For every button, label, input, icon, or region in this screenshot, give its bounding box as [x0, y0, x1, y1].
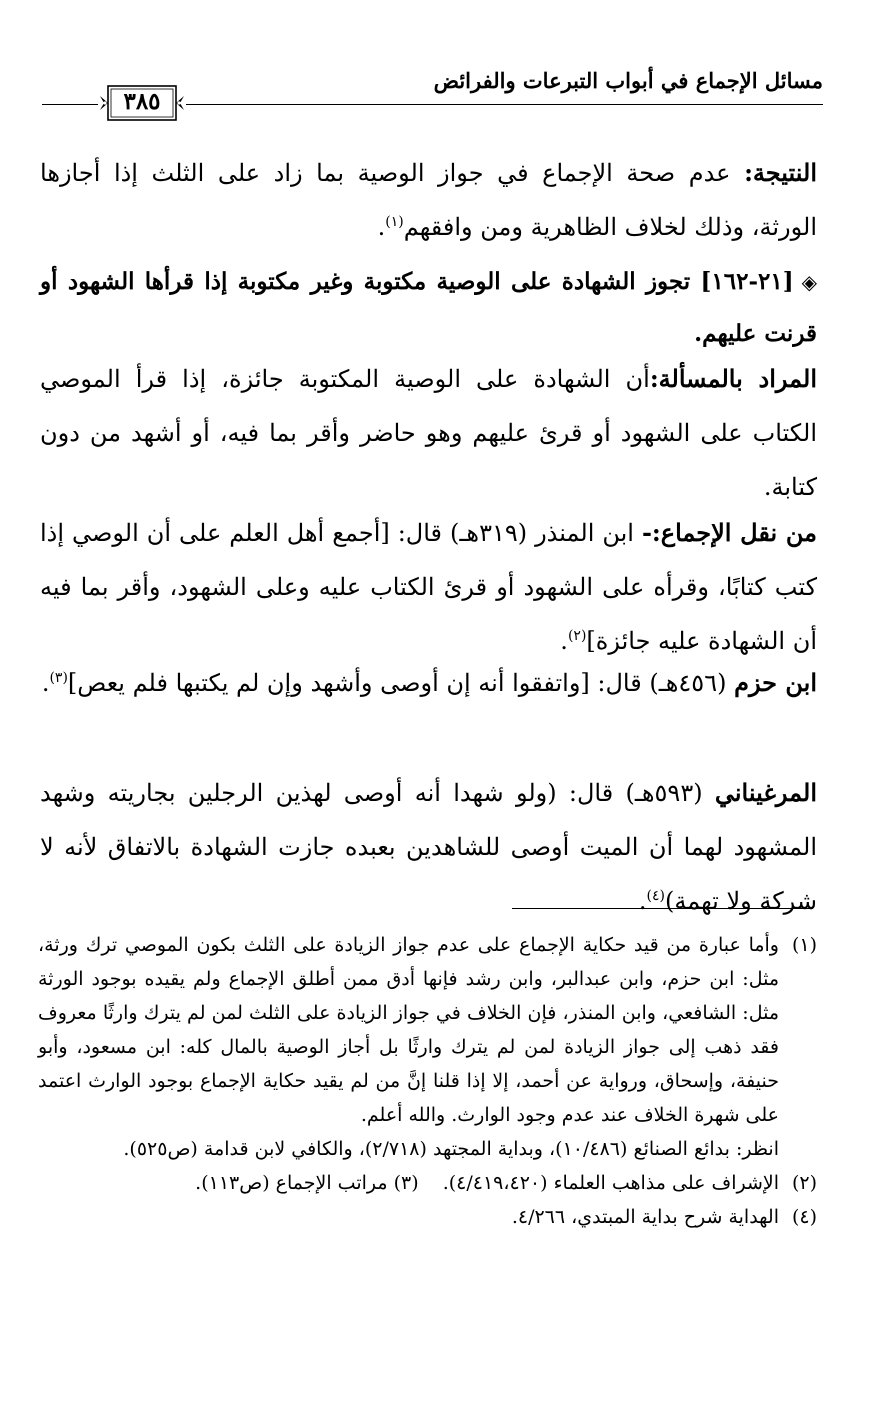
period: .	[377, 213, 386, 241]
ibn-hazm-text: (٤٥٦هـ) قال: [واتفقوا أنه إن أوصى وأشهد وإن لم يكتبها فلم يعص]	[67, 669, 735, 697]
footnote-number: (٣)	[393, 1172, 419, 1194]
footnote-ref-1: (١)	[385, 214, 404, 230]
footnote-text: مراتب الإجماع (ص١١٣).	[195, 1172, 388, 1194]
marghinani-label: المرغيناني	[714, 778, 817, 807]
footnote-text: الإشراف على مذاهب العلماء (٤/٤١٩،٤٢٠).	[442, 1172, 779, 1194]
footnote-text: الهداية شرح بداية المبتدي، ٤/٢٦٦.	[511, 1206, 779, 1228]
paragraph-ibn-hazm	[40, 656, 817, 710]
page-number: ٣٨٥	[123, 88, 161, 115]
footnote-sources: انظر: بدائع الصنائع (١٠/٤٨٦)، وبداية المجتهد (٢/٧١٨)، والكافي لابن قدامة (ص٥٢٥).	[123, 1138, 779, 1160]
page-number-frame	[98, 82, 186, 124]
footnote-number: (٢)	[791, 1172, 817, 1194]
footnote-2-3	[38, 1166, 817, 1200]
meaning-label: المراد بالمسألة:	[649, 364, 818, 393]
footnote-ref-4: (٤)	[646, 888, 665, 904]
paragraph-result	[40, 146, 817, 254]
running-title: مسائل الإجماع في أبواب التبرعات والفرائض	[433, 68, 823, 93]
ibn-almundhir-text: ابن المنذر (٣١٩هـ) قال: [أجمع أهل العلم على أن الوصي إذا كتب كتابًا، وقرأه على الشهود أو قرئ الكتاب عليه وعلى الشهود، وأقر بما فيه أن الشهادة عليه جائزة]	[40, 519, 817, 655]
footnote-ref-2: (٢)	[567, 628, 587, 644]
footnote-text: وأما عبارة من قيد حكاية الإجماع على عدم جواز الزيادة على الثلث بكون الموصي ترك ورثة، مثل: ابن حزم، وابن عبدالبر، وابن رشد فإنها أدق ممن أطلق الإجماع ولم يقيده بوجود الورثة مثل: الشافعي، وابن المنذر، فإن الخلاف في جواز الزيادة على الثلث لمن لم يترك وارثًا معروف فقد ذهب إلى جواز الزيادة لمن لم يترك وارثًا بل أجاز الوصية بالمال كله: ابن مسعود، وأبو حنيفة، وإسحاق، ورواية عن أحمد، إلا إذا قلنا إنَّ من لم يقيد حكاية الإجماع بوجود الوارث اعتمد على شهرة الخلاف عند عدم وجود الوارث. والله أعلم.	[38, 934, 779, 1126]
paragraph-meaning	[40, 352, 817, 514]
period: .	[560, 627, 568, 655]
period: .	[41, 669, 50, 697]
footnote-4	[38, 1200, 817, 1234]
footnote-1	[38, 928, 817, 1166]
footnotes	[38, 928, 817, 1234]
footnote-number: (٤)	[791, 1206, 817, 1228]
result-label: النتيجة:	[744, 158, 817, 187]
marghinani-text: (٥٩٣هـ) قال: (ولو شهدا أنه أوصى لهذين الرجلين بجاريته وشهد المشهود لهما أن الميت أوصى للشاهدين بعبده جازت الشهادة بالاتفاق لأنه لا شركة ولا تهمة)	[40, 779, 817, 915]
issue-heading-text: [٢١-١٦٢] تجوز الشهادة على الوصية مكتوبة وغير مكتوبة إذا قرأها الشهود أو قرنت عليهم.	[40, 268, 817, 347]
result-text: عدم صحة الإجماع في جواز الوصية بما زاد على الثلث إذا أجازها الورثة، وذلك لخلاف الظاهرية ومن وافقهم	[40, 159, 817, 241]
footnote-number: (١)	[791, 934, 817, 956]
diamond-bullet-icon: ◈	[801, 270, 817, 294]
footnote-separator	[512, 908, 812, 909]
footnote-ref-3: (٣)	[49, 670, 68, 686]
issue-heading	[40, 256, 817, 360]
paragraph-ibn-almundhir	[40, 506, 817, 668]
meaning-text: أن الشهادة على الوصية المكتوبة جائزة، إذا قرأ الموصي الكتاب على الشهود أو قرئ عليهم وهو حاضر وأقر بما فيه، أو أشهد من دون كتابة.	[40, 365, 817, 501]
transmitters-label: من نقل الإجماع:-	[641, 518, 818, 547]
ibn-hazm-label: ابن حزم	[734, 668, 817, 697]
paragraph-marghinani	[40, 766, 817, 928]
period: .	[638, 887, 647, 915]
